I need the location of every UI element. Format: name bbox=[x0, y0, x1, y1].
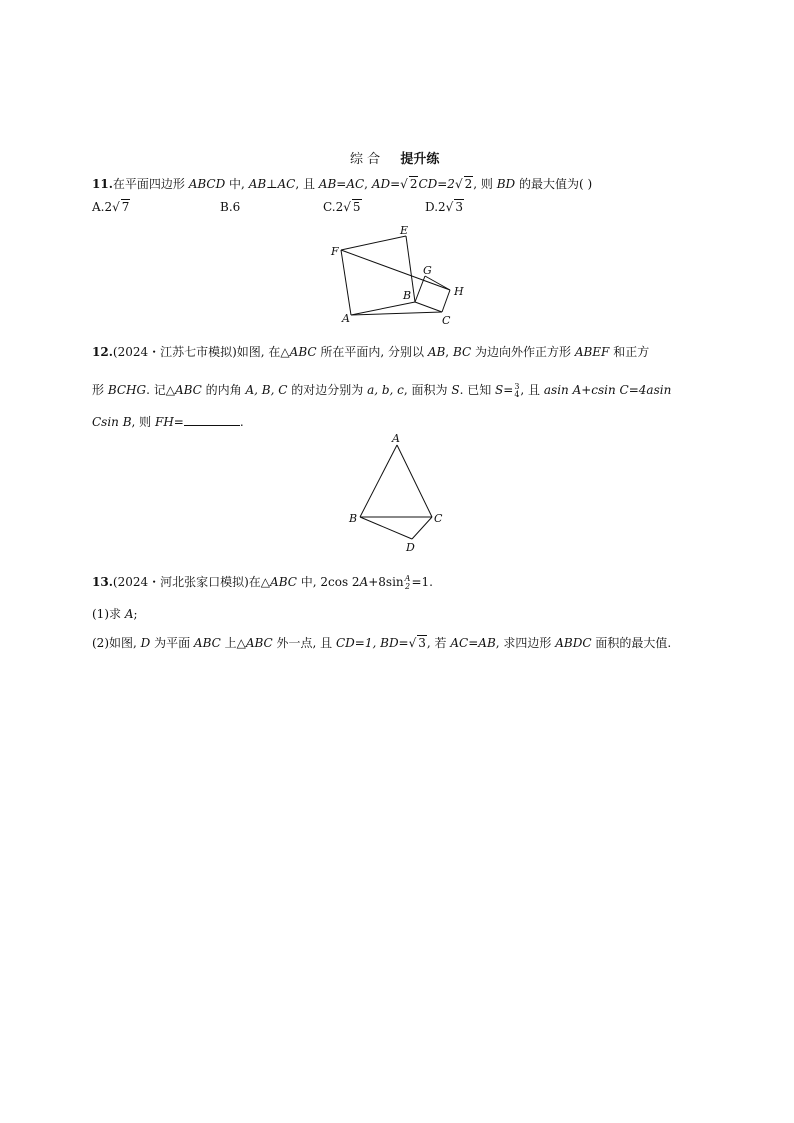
vertex-label-c: C bbox=[442, 314, 451, 327]
vertex-label-b: B bbox=[349, 512, 358, 525]
vertex-label-d: D bbox=[406, 541, 415, 554]
q12-text: , 面积为 bbox=[403, 383, 452, 397]
edge-fh bbox=[341, 250, 450, 290]
q13-text: 在△ bbox=[248, 575, 271, 589]
radicand: 7 bbox=[121, 200, 130, 214]
q13-var: A bbox=[124, 607, 134, 621]
q12-text: 为边向外作正方形 bbox=[471, 345, 575, 359]
question-13-part-2 bbox=[92, 634, 671, 651]
radicand: 5 bbox=[352, 200, 361, 214]
question-source: (2024・河北张家口模拟) bbox=[112, 575, 249, 589]
radicand: 3 bbox=[418, 636, 426, 650]
q13-text: 外一点, 且 bbox=[272, 636, 336, 650]
q11-var: AB bbox=[248, 177, 267, 191]
sqrt-expression: √ 7 bbox=[112, 200, 130, 214]
q11-text: , 则 bbox=[473, 177, 497, 191]
q13-text: 为平面 bbox=[150, 636, 194, 650]
vertex-label-a: A bbox=[392, 432, 400, 445]
sqrt-expression: √ 2 bbox=[454, 177, 473, 191]
q12-text: , 则 bbox=[131, 415, 155, 429]
q12-text: . bbox=[239, 415, 244, 429]
q12-var: S bbox=[451, 383, 460, 397]
section-title-right: 提升练 bbox=[400, 152, 440, 167]
q13-text: (2)如图, bbox=[92, 636, 141, 650]
figure-quadrilateral-diagram bbox=[340, 425, 460, 560]
q13-var: D bbox=[140, 636, 151, 650]
q12-text: . 记△ bbox=[146, 383, 175, 397]
q12-var: FH= bbox=[155, 415, 184, 429]
question-12-line-1 bbox=[92, 343, 649, 360]
q12-var: AB bbox=[427, 345, 446, 359]
question-number: 12. bbox=[92, 345, 113, 359]
radicand: 3 bbox=[455, 200, 463, 214]
q13-text: , 求四边形 bbox=[495, 636, 556, 650]
radicand: 2 bbox=[409, 177, 418, 191]
q13-text: =1. bbox=[411, 575, 433, 589]
vertex-label-e: E bbox=[400, 224, 409, 237]
q12-var: BC bbox=[452, 345, 472, 359]
figure-squares-diagram bbox=[320, 220, 480, 330]
edge-gh bbox=[425, 276, 450, 290]
q11-var: AB=AC bbox=[318, 177, 365, 191]
option-d[interactable] bbox=[425, 200, 464, 214]
q12-var: ABC bbox=[289, 345, 317, 359]
q13-var: ABC bbox=[245, 636, 273, 650]
q12-text: 如图, 在△ bbox=[236, 345, 290, 359]
q11-var: AC bbox=[277, 177, 296, 191]
q12-var: BCHG bbox=[107, 383, 147, 397]
q11-symbol: ⊥ bbox=[266, 177, 278, 191]
edge-dc bbox=[412, 517, 432, 539]
q13-text: ; bbox=[133, 607, 138, 621]
vertex-label-h: H bbox=[454, 285, 464, 298]
fraction-denominator: 4 bbox=[514, 389, 520, 399]
edge-fe bbox=[341, 236, 406, 250]
q11-text: 在平面四边形 bbox=[112, 177, 189, 191]
q12-text: 和正方 bbox=[609, 345, 650, 359]
fraction bbox=[405, 575, 411, 591]
q13-var: ABC bbox=[193, 636, 221, 650]
q13-text: 中, 2cos 2 bbox=[296, 575, 360, 589]
fraction bbox=[514, 383, 519, 399]
edge-ab bbox=[360, 445, 397, 517]
q13-text: , 若 bbox=[426, 636, 451, 650]
edge-ac bbox=[397, 445, 432, 517]
q11-text: 的最大值为( ) bbox=[515, 177, 593, 191]
q11-var: BD bbox=[496, 177, 516, 191]
q11-var: CD=2 bbox=[418, 177, 455, 191]
option-label: A.2 bbox=[92, 200, 113, 214]
q13-var: AC=AB bbox=[450, 636, 496, 650]
section-title-left: 综 合 bbox=[350, 152, 381, 167]
q12-var: a, b, c bbox=[367, 383, 404, 397]
q13-text: 面积的最大值. bbox=[591, 636, 672, 650]
section-title bbox=[350, 148, 439, 167]
question-source: (2024・江苏七市模拟) bbox=[112, 345, 237, 359]
q11-var: AD= bbox=[371, 177, 401, 191]
q13-var: A bbox=[359, 575, 369, 589]
option-label: C.2 bbox=[323, 200, 344, 214]
q11-text: , bbox=[364, 177, 372, 191]
fraction-numerator: A bbox=[404, 573, 411, 583]
answer-blank[interactable] bbox=[184, 415, 240, 426]
q13-var: ABDC bbox=[555, 636, 592, 650]
vertex-label-g: G bbox=[423, 264, 432, 277]
option-c[interactable] bbox=[323, 200, 362, 214]
q12-text: 的内角 bbox=[201, 383, 246, 397]
q12-text: 所在平面内, 分别以 bbox=[316, 345, 428, 359]
edge-hc bbox=[442, 290, 450, 312]
question-11-stem bbox=[92, 175, 592, 192]
edge-bd bbox=[360, 517, 412, 539]
edge-bg bbox=[415, 276, 425, 302]
q11-text: , 且 bbox=[295, 177, 319, 191]
option-label: B.6 bbox=[220, 200, 241, 214]
vertex-label-f: F bbox=[331, 245, 339, 258]
vertex-label-a: A bbox=[342, 312, 350, 325]
question-12-line-3 bbox=[92, 413, 244, 430]
question-number: 11. bbox=[92, 177, 113, 191]
question-13-stem bbox=[92, 573, 433, 591]
q12-var: ABEF bbox=[574, 345, 610, 359]
q13-var: ABC bbox=[270, 575, 297, 589]
q12-text: , 且 bbox=[520, 383, 544, 397]
vertex-label-b: B bbox=[403, 289, 412, 302]
q12-text: , bbox=[445, 345, 453, 359]
fraction-numerator: 3 bbox=[514, 381, 520, 391]
sqrt-expression: √ 3 bbox=[408, 636, 426, 650]
edge-fa bbox=[341, 250, 351, 315]
fraction-denominator: 2 bbox=[405, 581, 411, 591]
q12-var: ABC bbox=[174, 383, 202, 397]
question-12-line-2 bbox=[92, 381, 671, 399]
sqrt-expression: √ 2 bbox=[400, 177, 418, 191]
radicand: 2 bbox=[464, 177, 473, 191]
q11-var: ABCD bbox=[188, 177, 226, 191]
q12-var: A, B, C bbox=[245, 383, 288, 397]
edge-bc bbox=[415, 302, 442, 312]
q12-text: . 已知 bbox=[459, 383, 496, 397]
vertex-label-c: C bbox=[434, 512, 443, 525]
q13-text: 上△ bbox=[220, 636, 246, 650]
sqrt-expression: √ 5 bbox=[343, 200, 361, 214]
sqrt-expression: √ 3 bbox=[445, 200, 463, 214]
option-label: D.2 bbox=[425, 200, 446, 214]
q13-text: (1)求 bbox=[92, 607, 125, 621]
option-b[interactable] bbox=[220, 200, 240, 214]
q12-text: 形 bbox=[92, 383, 108, 397]
q13-text: +8sin bbox=[368, 575, 404, 589]
option-a[interactable] bbox=[92, 200, 130, 214]
question-13-part-1 bbox=[92, 605, 138, 622]
q13-var: CD=1, BD= bbox=[336, 636, 409, 650]
q11-text: 中, bbox=[225, 177, 249, 191]
q12-text: 的对边分别为 bbox=[287, 383, 368, 397]
question-number: 13. bbox=[92, 575, 113, 589]
q12-formula: asin A+csin C=4asin bbox=[543, 383, 672, 397]
q12-formula: Csin B bbox=[92, 415, 132, 429]
q12-var: S= bbox=[495, 383, 514, 397]
